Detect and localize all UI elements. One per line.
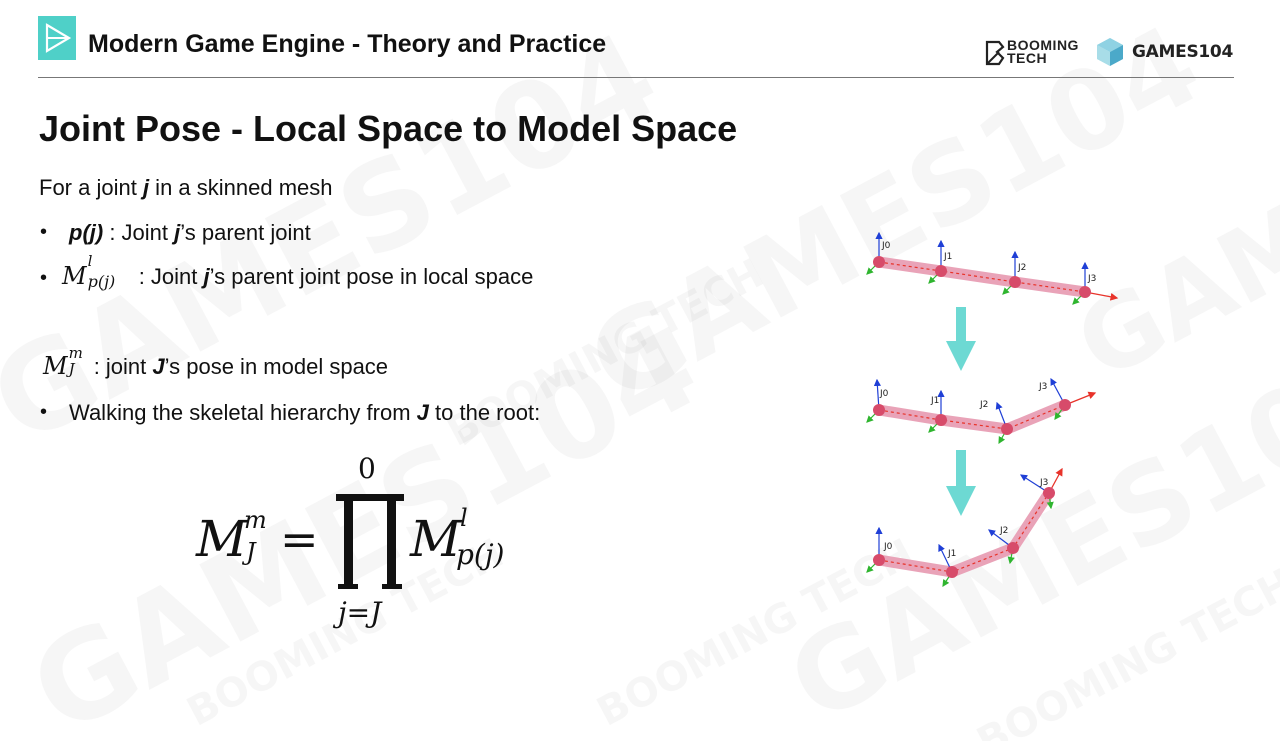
- joint-label: J2: [980, 400, 989, 410]
- skeleton-diagram: [855, 225, 1125, 615]
- bullet-dot: •: [40, 267, 48, 289]
- bullet-term: p(j): [69, 220, 104, 245]
- booming-line: BOOMING: [1007, 37, 1079, 53]
- games104-cube-icon: [1094, 36, 1126, 68]
- bullet-dot: •: [40, 401, 48, 423]
- bullet-parent-pose: [62, 252, 534, 291]
- formula-upper-limit: 0: [358, 452, 376, 485]
- bullet-parent-joint: [69, 220, 311, 246]
- math-sup: m: [68, 344, 83, 362]
- bullet-sep: : Joint: [132, 264, 204, 289]
- joint-label: J0: [882, 241, 891, 251]
- games104-text: GAMES104: [1132, 42, 1233, 62]
- down-arrow-icon: [946, 450, 976, 516]
- booming-tech-logo: [985, 38, 1085, 68]
- math-sup: l: [87, 252, 93, 270]
- formula-rhs-sup: l: [460, 504, 468, 532]
- walk-prefix: Walking the skeletal hierarchy from: [69, 400, 417, 425]
- joint-label: J1: [944, 252, 953, 262]
- math-sub: J: [68, 360, 75, 378]
- walk-suffix: to the root:: [428, 400, 541, 425]
- model-space-line: [43, 344, 389, 380]
- formula-lower-limit: j=J: [338, 596, 382, 629]
- bullet-sep: : Joint: [103, 220, 175, 245]
- joint-label: J0: [884, 542, 893, 552]
- walk-var: J: [416, 400, 429, 425]
- bullet-dot: •: [40, 221, 48, 243]
- model-desc: ’s pose in model space: [164, 354, 389, 379]
- joint-label: J3: [1040, 478, 1049, 488]
- joint-label: J1: [948, 549, 957, 559]
- booming-tech-text: [1007, 39, 1085, 65]
- math-base: M: [43, 352, 68, 380]
- games104-logo: [1094, 36, 1239, 68]
- bullet-var: j: [174, 220, 181, 245]
- intro-text: [39, 175, 333, 201]
- product-symbol-icon: [334, 492, 406, 592]
- header-divider: [38, 77, 1234, 78]
- joint-label: J2: [1018, 263, 1027, 273]
- joint-label: J0: [880, 389, 889, 399]
- joint-label: J1: [931, 396, 940, 406]
- model-prefix: : joint: [87, 354, 153, 379]
- down-arrow-icon: [946, 307, 976, 371]
- slide-title: Joint Pose - Local Space to Model Space: [39, 108, 738, 149]
- formula-lhs-sup: m: [244, 506, 267, 534]
- formula-lhs-sub: J: [246, 538, 256, 566]
- joint-label: J2: [1000, 526, 1009, 536]
- formula-rhs-sub: p(j): [456, 538, 505, 571]
- pose-straight: [867, 233, 1117, 304]
- tech-line: TECH: [1007, 50, 1048, 66]
- booming-mark-icon: [985, 40, 1005, 66]
- intro-prefix: For a joint: [39, 175, 143, 200]
- intro-suffix: in a skinned mesh: [149, 175, 333, 200]
- model-pose-formula: [190, 450, 550, 640]
- bullet-var: j: [203, 264, 210, 289]
- math-base: M: [62, 262, 87, 290]
- math-sub: p(j): [87, 272, 116, 291]
- pose-bent-slight: [867, 379, 1095, 443]
- bullet-desc: ’s parent joint pose in local space: [209, 264, 534, 289]
- joint-label: J3: [1088, 274, 1097, 284]
- intro-var: j: [142, 175, 150, 200]
- slide-header: [0, 0, 1280, 78]
- model-var: J: [152, 354, 165, 379]
- joint-label: J3: [1039, 382, 1048, 392]
- play-logo-icon: [38, 16, 76, 60]
- formula-lhs-base: M: [196, 510, 248, 568]
- formula-equals: =: [280, 512, 319, 566]
- bullet-desc: ’s parent joint: [180, 220, 311, 245]
- walk-bullet: [69, 400, 540, 426]
- formula-rhs-base: M: [410, 510, 462, 568]
- course-title: Modern Game Engine - Theory and Practice: [88, 30, 607, 58]
